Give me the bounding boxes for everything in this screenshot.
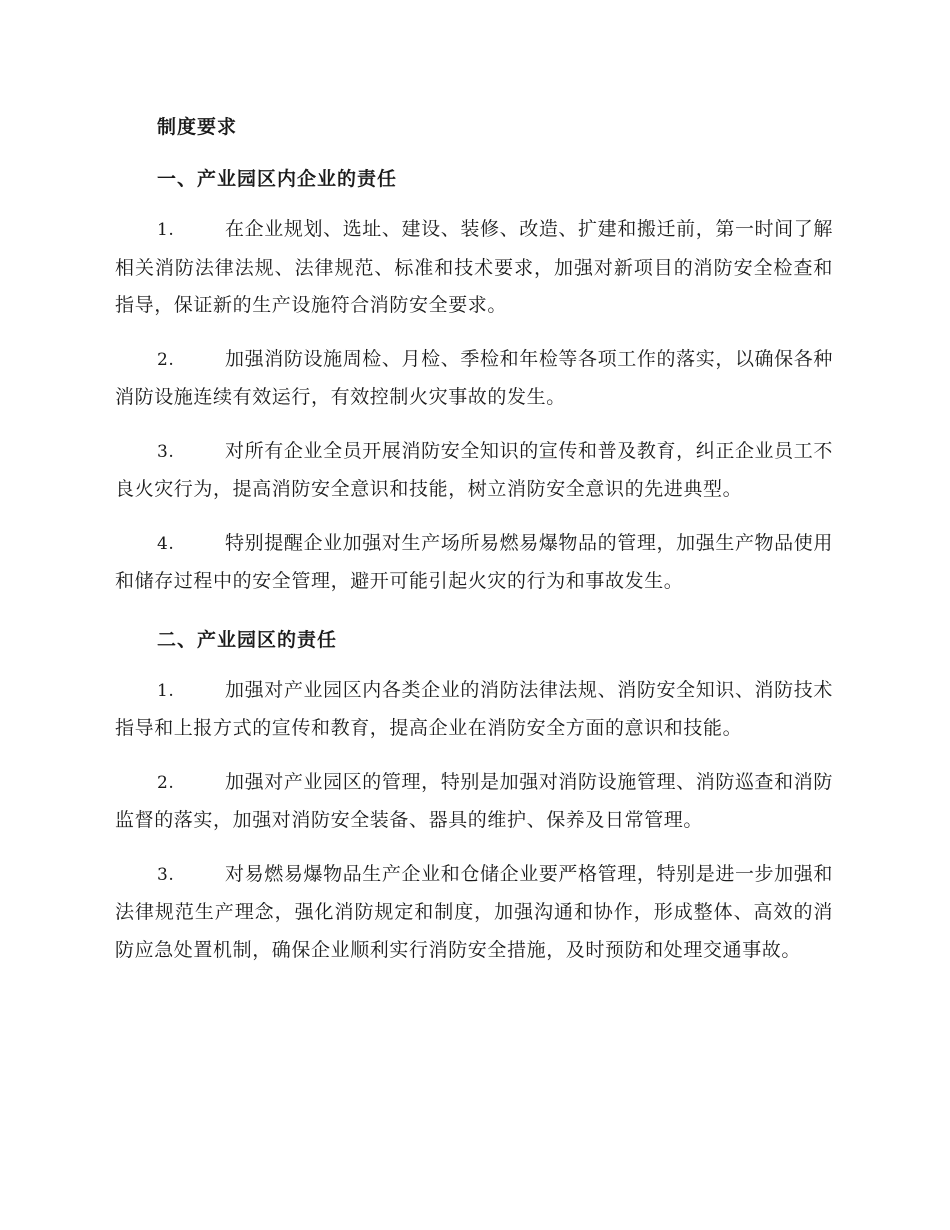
item-text: 加强消防设施周检、月检、季检和年检等各项工作的落实，以确保各种消防设施连续有效运行，有效控制火灾事故的发生。 — [115, 347, 833, 408]
item-text: 在企业规划、选址、建设、装修、改造、扩建和搬迁前，第一时间了解相关消防法律法规、法律规范、标准和技术要求，加强对新项目的消防安全检查和指导，保证新的生产设施符合消防安全要求。 — [115, 218, 833, 316]
list-item — [115, 764, 833, 840]
item-number: 3. — [157, 441, 175, 462]
list-item — [115, 211, 833, 325]
document-title: 制度要求 — [157, 116, 238, 138]
item-number: 1. — [157, 680, 175, 701]
item-text: 加强对产业园区内各类企业的消防法律法规、消防安全知识、消防技术指导和上报方式的宣传和教育，提高企业在消防安全方面的意识和技能。 — [115, 678, 833, 739]
item-number: 4. — [157, 533, 175, 554]
section-heading: 二、产业园区的责任 — [157, 628, 338, 651]
item-number: 2. — [157, 349, 175, 370]
list-item — [115, 341, 833, 417]
item-number: 3. — [157, 864, 175, 885]
item-number: 2. — [157, 772, 175, 793]
list-item — [115, 525, 833, 601]
item-text: 加强对产业园区的管理，特别是加强对消防设施管理、消防巡查和消防监督的落实，加强对消防安全装备、器具的维护、保养及日常管理。 — [115, 770, 833, 831]
item-text: 特别提醒企业加强对生产场所易燃易爆物品的管理，加强生产物品使用和储存过程中的安全管理，避开可能引起火灾的行为和事故发生。 — [115, 531, 833, 592]
list-item — [115, 856, 833, 970]
list-item — [115, 672, 833, 748]
list-item — [115, 433, 833, 509]
document-body — [115, 108, 833, 985]
item-text: 对所有企业全员开展消防安全知识的宣传和普及教育，纠正企业员工不良火灾行为，提高消防安全意识和技能，树立消防安全意识的先进典型。 — [115, 439, 833, 500]
section-heading: 一、产业园区内企业的责任 — [157, 168, 398, 190]
item-number: 1. — [157, 220, 175, 240]
item-text: 对易燃易爆物品生产企业和仓储企业要严格管理，特别是进一步加强和法律规范生产理念，强化消防规定和制度，加强沟通和协作，形成整体、高效的消防应急处置机制，确保企业顺利实行消防安全措施，及时预防和处理交通事故。 — [115, 862, 833, 961]
